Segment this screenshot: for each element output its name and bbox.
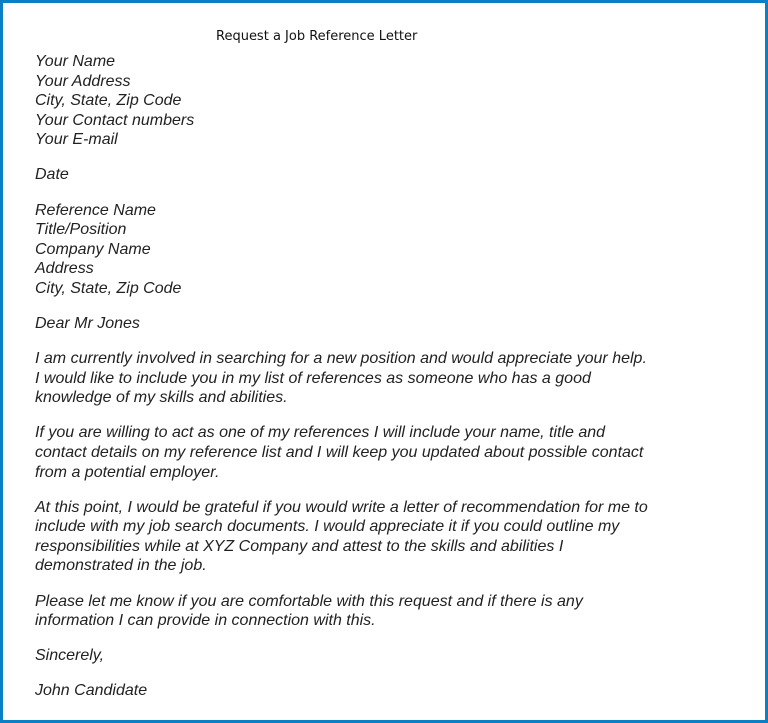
paragraph [35,423,648,482]
text-line: Dear Mr Jones [35,315,140,333]
letter-body [35,52,648,716]
paragraph [35,349,648,408]
closing [35,646,648,666]
text-line: Your Contact numbers [35,111,195,129]
text-line: Please let me know if you are comfortable with this request and if there is any [35,592,583,610]
text-line: knowledge of my skills and abilities. [35,389,288,407]
recipient-info [35,201,648,299]
sender-info [35,52,648,150]
signature [35,681,648,701]
text-line: I would like to include you in my list of references as someone who has a good [35,369,591,387]
paragraph [35,592,648,631]
text-line: information I can provide in connection with this. [35,612,376,630]
text-line: Company Name [35,240,151,258]
paragraph [35,498,648,576]
text-line: include with my job search documents. I would appreciate it if you could outline my [35,518,620,536]
text-line: If you are willing to act as one of my references I will include your name, title and [35,424,606,442]
text-line: Title/Position [35,221,127,239]
text-line: demonstrated in the job. [35,557,207,575]
text-line: Your Address [35,72,131,90]
text-line: Reference Name [35,201,156,219]
text-line: responsibilities while at XYZ Company and attest to the skills and abilities I [35,537,564,555]
text-line: Your E-mail [35,131,118,149]
text-line: from a potential employer. [35,463,220,481]
text-line: contact details on my reference list and I will keep you updated about possible contact [35,444,644,461]
text-line: Your Name [35,53,116,70]
text-line: Date [35,166,69,184]
text-line: John Candidate [35,682,148,700]
text-line: At this point, I would be grateful if you would write a letter of recommendation for me to [35,498,648,516]
date [35,165,648,185]
text-line: Sincerely, [35,647,105,665]
salutation [35,314,648,334]
text-line: City, State, Zip Code [35,279,182,297]
text-line: Address [35,260,94,278]
text-line: City, State, Zip Code [35,92,182,110]
document-title: Request a Job Reference Letter [216,29,418,44]
text-line: I am currently involved in searching for a new position and would appreciate your help. [35,350,647,368]
